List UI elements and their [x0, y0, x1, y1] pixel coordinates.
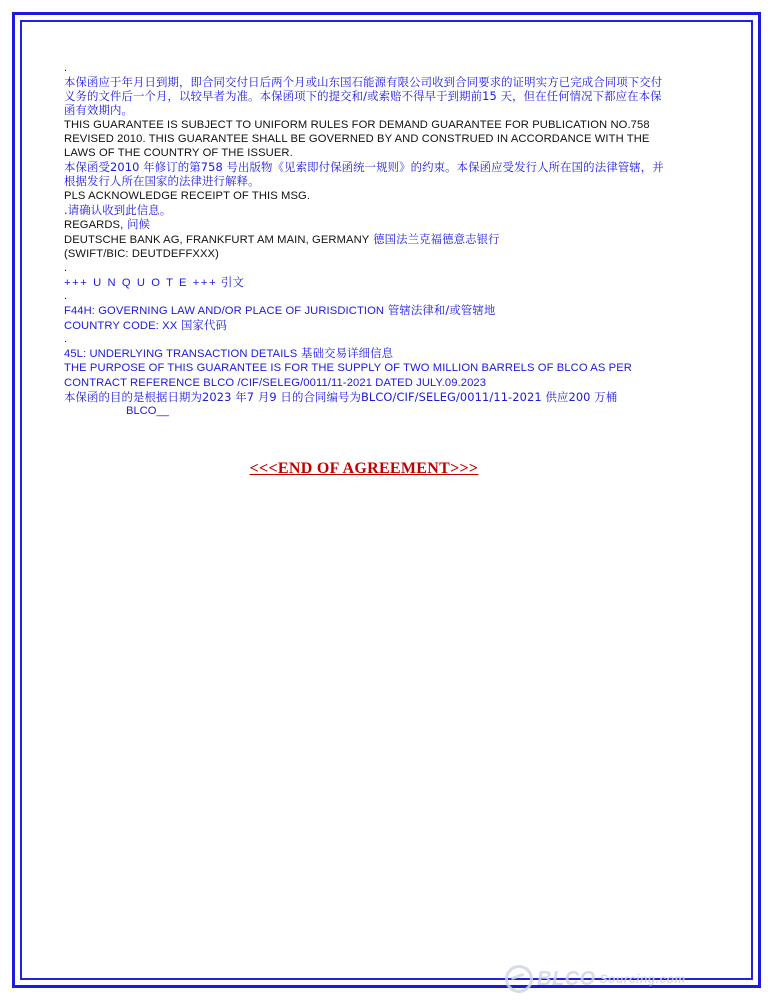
text-line-45l: [64, 346, 664, 361]
text-bank-en: DEUTSCHE BANK AG, FRANKFURT AM MAIN, GERMANY: [64, 234, 370, 247]
text-bank-cn: 德国法兰克福德意志银行: [369, 232, 500, 247]
text-f44h-en: F44H: GOVERNING LAW AND/OR PLACE OF JURISDICTION: [64, 304, 385, 317]
text-45l-cn: 基础交易详细信息: [297, 346, 394, 361]
text-45l-en: 45L: UNDERLYING TRANSACTION DETAILS: [64, 348, 298, 361]
text-paragraph-purpose-cn: 本保函的目的是根据日期为2023 年7 月9 日的合同编号为BLCO/CIF/SELEG/0011/11-2021 供应200 万桶: [64, 389, 618, 404]
text-unquote-en: +++ U N Q U O T E +++: [64, 276, 218, 289]
text-paragraph-urdg-en: THIS GUARANTEE IS SUBJECT TO UNIFORM RULES FOR DEMAND GUARANTEE FOR PUBLICATION NO.758 REVISED 2010. THIS GUARANTEE SHALL BE GOVERNED BY AND CONSTRUED IN ACCORDANCE WITH THE LAWS OF THE COUNTRY OF THE ISSUER.: [64, 118, 653, 160]
text-line-unquote: [64, 275, 664, 290]
text-line-dot-4: .: [64, 333, 68, 346]
watermark-text: BLCO: [537, 967, 596, 990]
text-line-country-code: [64, 318, 664, 333]
text-line-swift: (SWIFT/BIC: DEUTDEFFXXX): [64, 248, 219, 261]
text-line-dot-1: .: [64, 62, 68, 74]
watermark-subtext: Sourcing.com: [599, 972, 686, 986]
text-line-acknowledge-en: PLS ACKNOWLEDGE RECEIPT OF THIS MSG.: [64, 189, 311, 202]
text-regards-cn: 问候: [123, 217, 151, 232]
watermark-logo-icon: [505, 965, 533, 993]
watermark: [505, 962, 755, 996]
text-country-code-cn: 国家代码: [177, 318, 228, 333]
text-unquote-cn: 引文: [217, 274, 244, 289]
text-paragraph-urdg-cn: 本保函受2010 年修订的第758 号出版物《见索即付保函统一规则》的约束。本保函应受发行人所在国的法律管辖，并根据发行人所在国家的法律进行解释。: [64, 160, 664, 189]
text-line-f44h: [64, 303, 664, 318]
text-line-dot-2: .: [64, 261, 68, 274]
text-line-bank: [64, 232, 664, 247]
text-paragraph-purpose-en: THE PURPOSE OF THIS GUARANTEE IS FOR THE SUPPLY OF TWO MILLION BARRELS OF BLCO AS PER CONTRACT REFERENCE BLCO /CIF/SELEG/0011/11-2021 DATED JULY.09.2023: [64, 362, 636, 389]
text-line-blco-blank: BLCO__: [126, 405, 169, 418]
text-line-acknowledge-cn: .请确认收到此信息。: [64, 202, 172, 217]
text-regards-en: REGARDS,: [64, 219, 124, 232]
text-f44h-cn: 管辖法律和/或管辖地: [384, 302, 496, 317]
text-line-dot-3: .: [64, 289, 68, 302]
document-body: [64, 62, 664, 477]
text-paragraph-expiry-cn: 本保函应于年月日到期，即合同交付日后两个月或山东国石能源有限公司收到合同要求的证明实方已完成合同项下交付义务的文件后一个月，以较早者为准。本保函项下的提交和/或索赔不得早于到期前15 天，但在任何情况下都应在本保函有效期内。: [64, 75, 663, 118]
text-line-regards: [64, 217, 664, 232]
text-country-code-en: COUNTRY CODE: XX: [64, 320, 178, 333]
end-of-agreement-marker: <<<END OF AGREEMENT>>>: [249, 460, 479, 477]
